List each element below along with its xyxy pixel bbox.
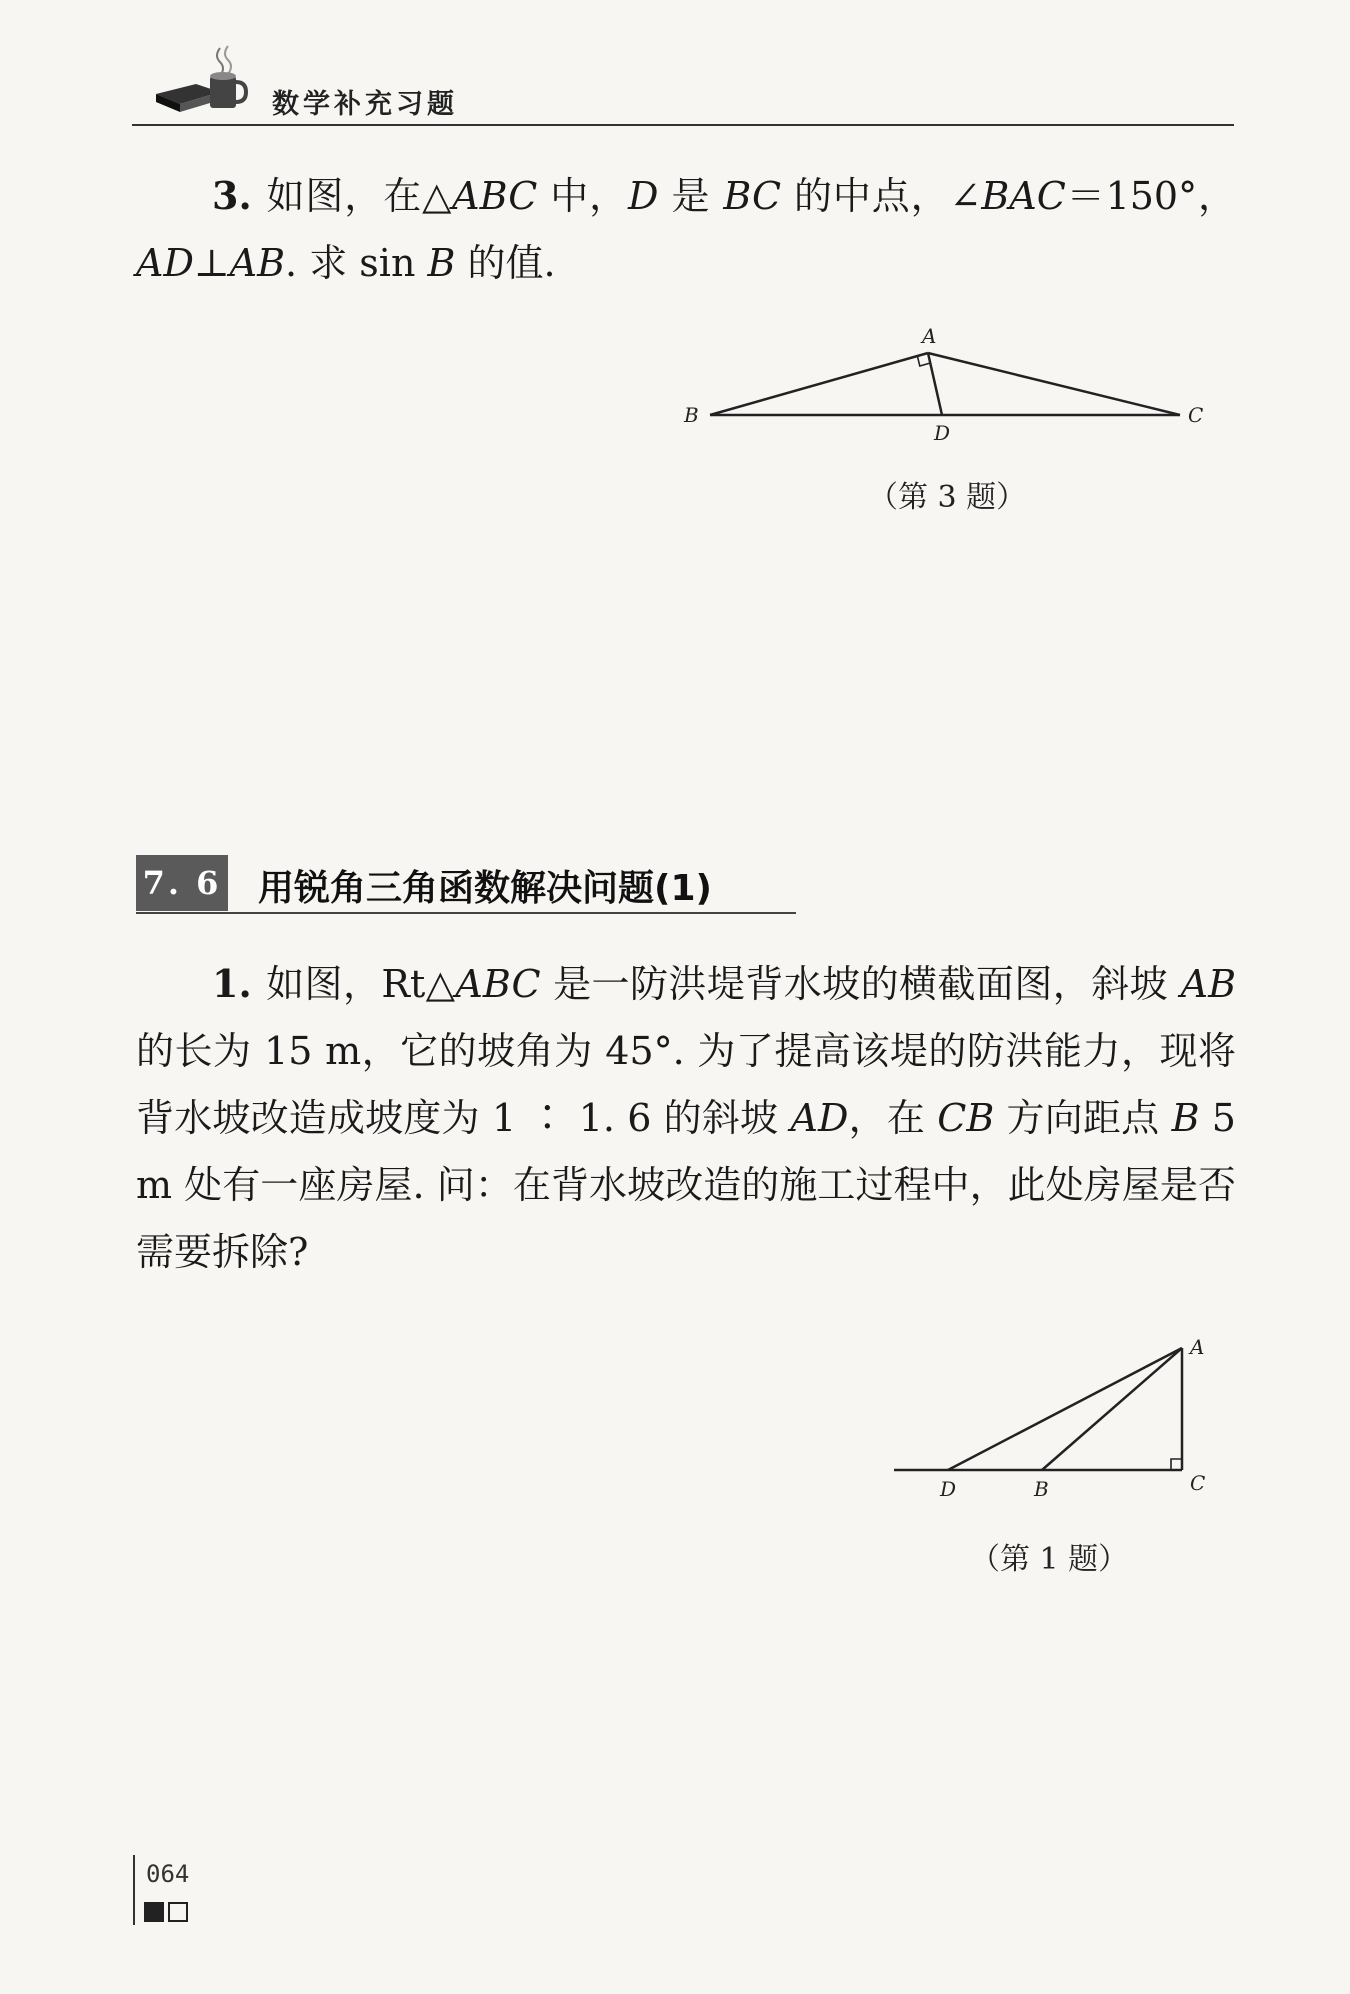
problem-1-text: AB [1180,962,1236,1006]
problem-1-text: 的长为 15 m，它的坡角为 45°. 为了提高该堤的防洪能力，现将背水坡改造成坡度为 1 ∶ 1. 6 的斜坡 [136,1029,1236,1140]
problem-1-text: ，在 [848,1096,938,1140]
book-and-cup-icon [150,42,250,122]
figure-3-label-b: B [684,403,699,427]
problem-1-text: 5 m 处有一座房屋. 问：在背水坡改造的施工过程中，此处房屋是否需要拆除? [136,1096,1236,1274]
footer-bar [133,1855,135,1925]
figure-1-label-c: C [1190,1471,1206,1495]
problem-3-text: 如图，在△ [265,174,453,218]
problem-3-text: 中， [537,174,629,218]
problem-1-text: 是一防洪堤背水坡的横截面图，斜坡 [540,962,1181,1006]
problem-1 [136,950,1236,1286]
filled-square-icon [144,1902,164,1922]
problem-3-text: ⊥ [193,241,230,285]
problem-3-text: BC [723,174,782,218]
empty-square-icon [168,1902,188,1922]
problem-3-text: 的中点，∠ [781,174,982,218]
problem-3-number: 3. [212,173,252,218]
figure-3-label-d: D [934,421,951,445]
header-divider [132,124,1234,126]
figure-3-caption: （第 3 题） [868,480,1027,515]
problem-3-text: BAC [981,174,1066,218]
problem-1-text: 方向距点 [994,1096,1172,1140]
problem-3-text: . 求 sin [285,241,428,285]
problem-3-text: ＝150°， [1065,174,1236,218]
problem-3-text: AD [136,241,194,285]
figure-3-label-a: A [922,324,937,348]
problem-1-number: 1. [212,961,252,1006]
problem-1-text: B [1171,1096,1200,1140]
figure-1-label-a: A [1190,1335,1205,1359]
problem-3-text: D [628,174,659,218]
figure-1-slope [880,1310,1220,1514]
problem-3-text: 是 [658,174,724,218]
figure-3-label-c: C [1188,403,1204,427]
section-number-badge: 7. 6 [136,855,228,911]
figure-1-label-d: D [940,1477,957,1501]
problem-1-text: 如图，Rt△ [265,962,456,1006]
problem-3-text: B [427,241,456,285]
problem-1-text: CB [937,1096,995,1140]
problem-3-text: AB [229,241,286,285]
problem-3 [136,162,1236,297]
page-number: 064 [146,1860,190,1888]
section-divider [136,912,796,914]
book-title: 数学补充习题 [272,89,458,120]
problem-3-text: 的值. [455,241,556,285]
figure-1-label-b: B [1034,1477,1049,1501]
figure-1-caption: （第 1 题） [970,1542,1129,1577]
section-title: 用锐角三角函数解决问题(1) [258,868,712,909]
problem-1-text: ABC [455,962,541,1006]
problem-3-text: ABC [452,174,538,218]
figure-3-triangle [680,320,1220,454]
problem-1-text: AD [790,1096,849,1140]
